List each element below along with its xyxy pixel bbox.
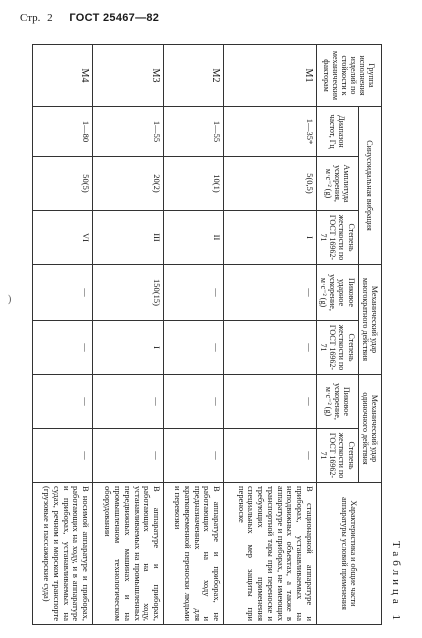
cell-peak-multi: — xyxy=(33,265,93,321)
cell-peak-single: — xyxy=(224,375,317,429)
group-header-single-shock: Механический удар одиночного действия xyxy=(358,375,381,483)
cell-sev-multi: — xyxy=(224,321,317,375)
col-header-sev-vib: Степень жесткости по ГОСТ 16962-71 xyxy=(316,211,358,265)
cell-peak-multi: 150(15) xyxy=(93,265,164,321)
cell-sev-vib: II xyxy=(164,211,224,265)
cell-group: М3 xyxy=(93,45,164,107)
cell-group: М4 xyxy=(33,45,93,107)
cell-sev-single: — xyxy=(164,429,224,483)
col-header-sev-single: Степень жесткости по ГОСТ 16962-71 xyxy=(316,429,358,483)
col-header-note: Характеристика и общие части аппаратуры условий применения xyxy=(316,483,381,625)
cell-sev-vib: I xyxy=(224,211,317,265)
cell-freq: 1—35* xyxy=(224,107,317,157)
standard-title: ГОСТ 25467—82 xyxy=(69,12,160,24)
cell-sev-vib: III xyxy=(93,211,164,265)
cell-amp: 20(2) xyxy=(93,157,164,211)
cell-sev-multi: I xyxy=(93,321,164,375)
col-header-group: Группа исполнения изделий по стойкости к механическим факторам xyxy=(316,45,381,107)
cell-peak-multi: — xyxy=(164,265,224,321)
cell-peak-single: — xyxy=(93,375,164,429)
cell-group: М2 xyxy=(164,45,224,107)
table-row xyxy=(93,45,164,625)
col-header-peak-multi: Пиковое ударное ускорение, м·с⁻² (g) xyxy=(316,265,358,321)
header-row-groups xyxy=(358,45,381,625)
table-caption: Таблица 1 xyxy=(390,540,402,624)
col-header-amp: Амплитуда ускорения, м·с⁻² (g) xyxy=(316,157,358,211)
cell-note: В аппаратуре и приборах, не работающих на ходу и предназначенных для кратковременной переноски людьми и перевозки xyxy=(164,483,224,625)
cell-peak-single: — xyxy=(164,375,224,429)
cell-note: В аппаратуре и приборах, работающих на ходу, устанавливаемых на промышленных передвижных машинах и на промышленном технологическом оборудовании xyxy=(93,483,164,625)
cell-sev-single: — xyxy=(224,429,317,483)
cell-sev-single: — xyxy=(33,429,93,483)
cell-amp: 5(0,5) xyxy=(224,157,317,211)
table-row xyxy=(164,45,224,625)
table-row xyxy=(33,45,93,625)
col-header-peak-single: Пиковое ускорение, м·с⁻² (g) xyxy=(316,375,358,429)
page-header xyxy=(20,12,159,24)
conditions-table xyxy=(32,44,382,625)
cell-amp: 50(5) xyxy=(33,157,93,211)
cell-sev-single: — xyxy=(93,429,164,483)
table-row xyxy=(224,45,317,625)
col-header-sev-multi: Степень жесткости по ГОСТ 16962-71 xyxy=(316,321,358,375)
cell-freq: 1—80 xyxy=(33,107,93,157)
cell-sev-multi: — xyxy=(33,321,93,375)
cell-peak-single: — xyxy=(33,375,93,429)
cell-sev-multi: — xyxy=(164,321,224,375)
page-label: Стр. xyxy=(20,12,41,24)
rotated-table-area xyxy=(32,44,402,624)
group-header-sinusoidal: Синусоидальная вибрация xyxy=(358,107,381,265)
cell-peak-multi: — xyxy=(224,265,317,321)
group-header-multiple-shock: Механический удар многократного действия xyxy=(358,265,381,375)
cell-freq: 1—55 xyxy=(164,107,224,157)
page-number: 2 xyxy=(47,12,53,24)
cell-freq: 1—55 xyxy=(93,107,164,157)
cell-group: М1 xyxy=(224,45,317,107)
col-header-freq: Диапазон частот, Гц xyxy=(316,107,358,157)
margin-mark: ) xyxy=(8,294,12,305)
cell-sev-vib: VI xyxy=(33,211,93,265)
cell-note: В стационарной аппаратуре и приборах, устанавливаемых на неподвижных объектах, а также в аппаратуре и приборах, не имеющих транспортной тары при переноске и требующих применения специальных мер защиты при переноске xyxy=(224,483,317,625)
cell-amp: 10(1) xyxy=(164,157,224,211)
cell-note: В носимой аппаратуре и приборах, работающих на ходу, и в аппаратуре и приборах, устанавливаемых на судах, речном и морском транспорте (грузовые и пассажирские суда) xyxy=(33,483,93,625)
